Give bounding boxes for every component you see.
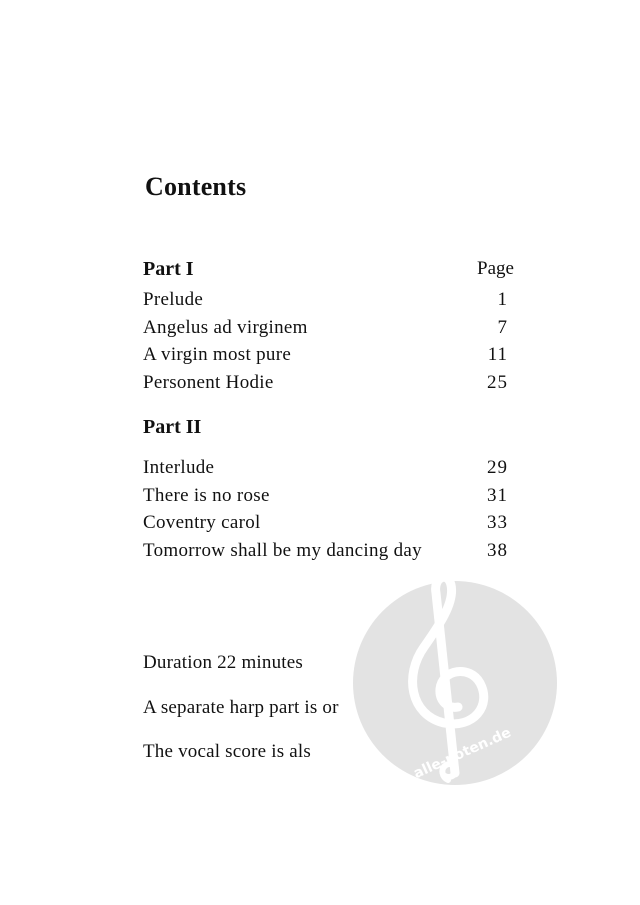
- watermark-logo: [352, 565, 558, 801]
- toc-entry-page: 33: [487, 512, 508, 533]
- duration-note: Duration 22 minutes: [143, 652, 304, 673]
- toc-entry-title: Tomorrow shall be my dancing day: [143, 540, 422, 561]
- toc-entry-page: 25: [487, 372, 508, 393]
- toc-entry-there-is-no-rose: [143, 485, 508, 511]
- toc-entry-page: 7: [497, 317, 508, 338]
- watermark-text: alle-noten.de: [411, 724, 514, 782]
- toc-entry-page: 38: [487, 540, 508, 561]
- page-column-label: Page: [477, 258, 514, 279]
- toc-entry-title: Angelus ad virginem: [143, 317, 308, 338]
- toc-entry-title: There is no rose: [143, 485, 270, 506]
- toc-entry-interlude: [143, 457, 508, 483]
- toc-entry-title: Prelude: [143, 289, 204, 310]
- harp-part-note: A separate harp part is or: [143, 697, 339, 718]
- toc-entry-title: Personent Hodie: [143, 372, 274, 393]
- toc-entry-virgin-most-pure: [143, 344, 508, 370]
- toc-entry-title: A virgin most pure: [143, 344, 292, 365]
- toc-entry-page: 11: [487, 344, 508, 365]
- page-title: Contents: [145, 172, 247, 201]
- toc-entry-page: 31: [487, 485, 508, 506]
- toc-entry-title: Coventry carol: [143, 512, 261, 533]
- toc-entry-angelus: [143, 317, 508, 343]
- toc-entry-tomorrow: [143, 540, 508, 566]
- vocal-score-note: The vocal score is als: [143, 741, 311, 762]
- toc-entry-coventry-carol: [143, 512, 508, 538]
- toc-entry-title: Interlude: [143, 457, 215, 478]
- part-2-heading: Part II: [143, 416, 202, 438]
- toc-entry-page: 29: [487, 457, 508, 478]
- part-1-heading: Part I: [143, 258, 194, 280]
- toc-entry-prelude: [143, 289, 508, 315]
- toc-entry-personent-hodie: [143, 372, 508, 398]
- toc-entry-page: 1: [497, 289, 508, 310]
